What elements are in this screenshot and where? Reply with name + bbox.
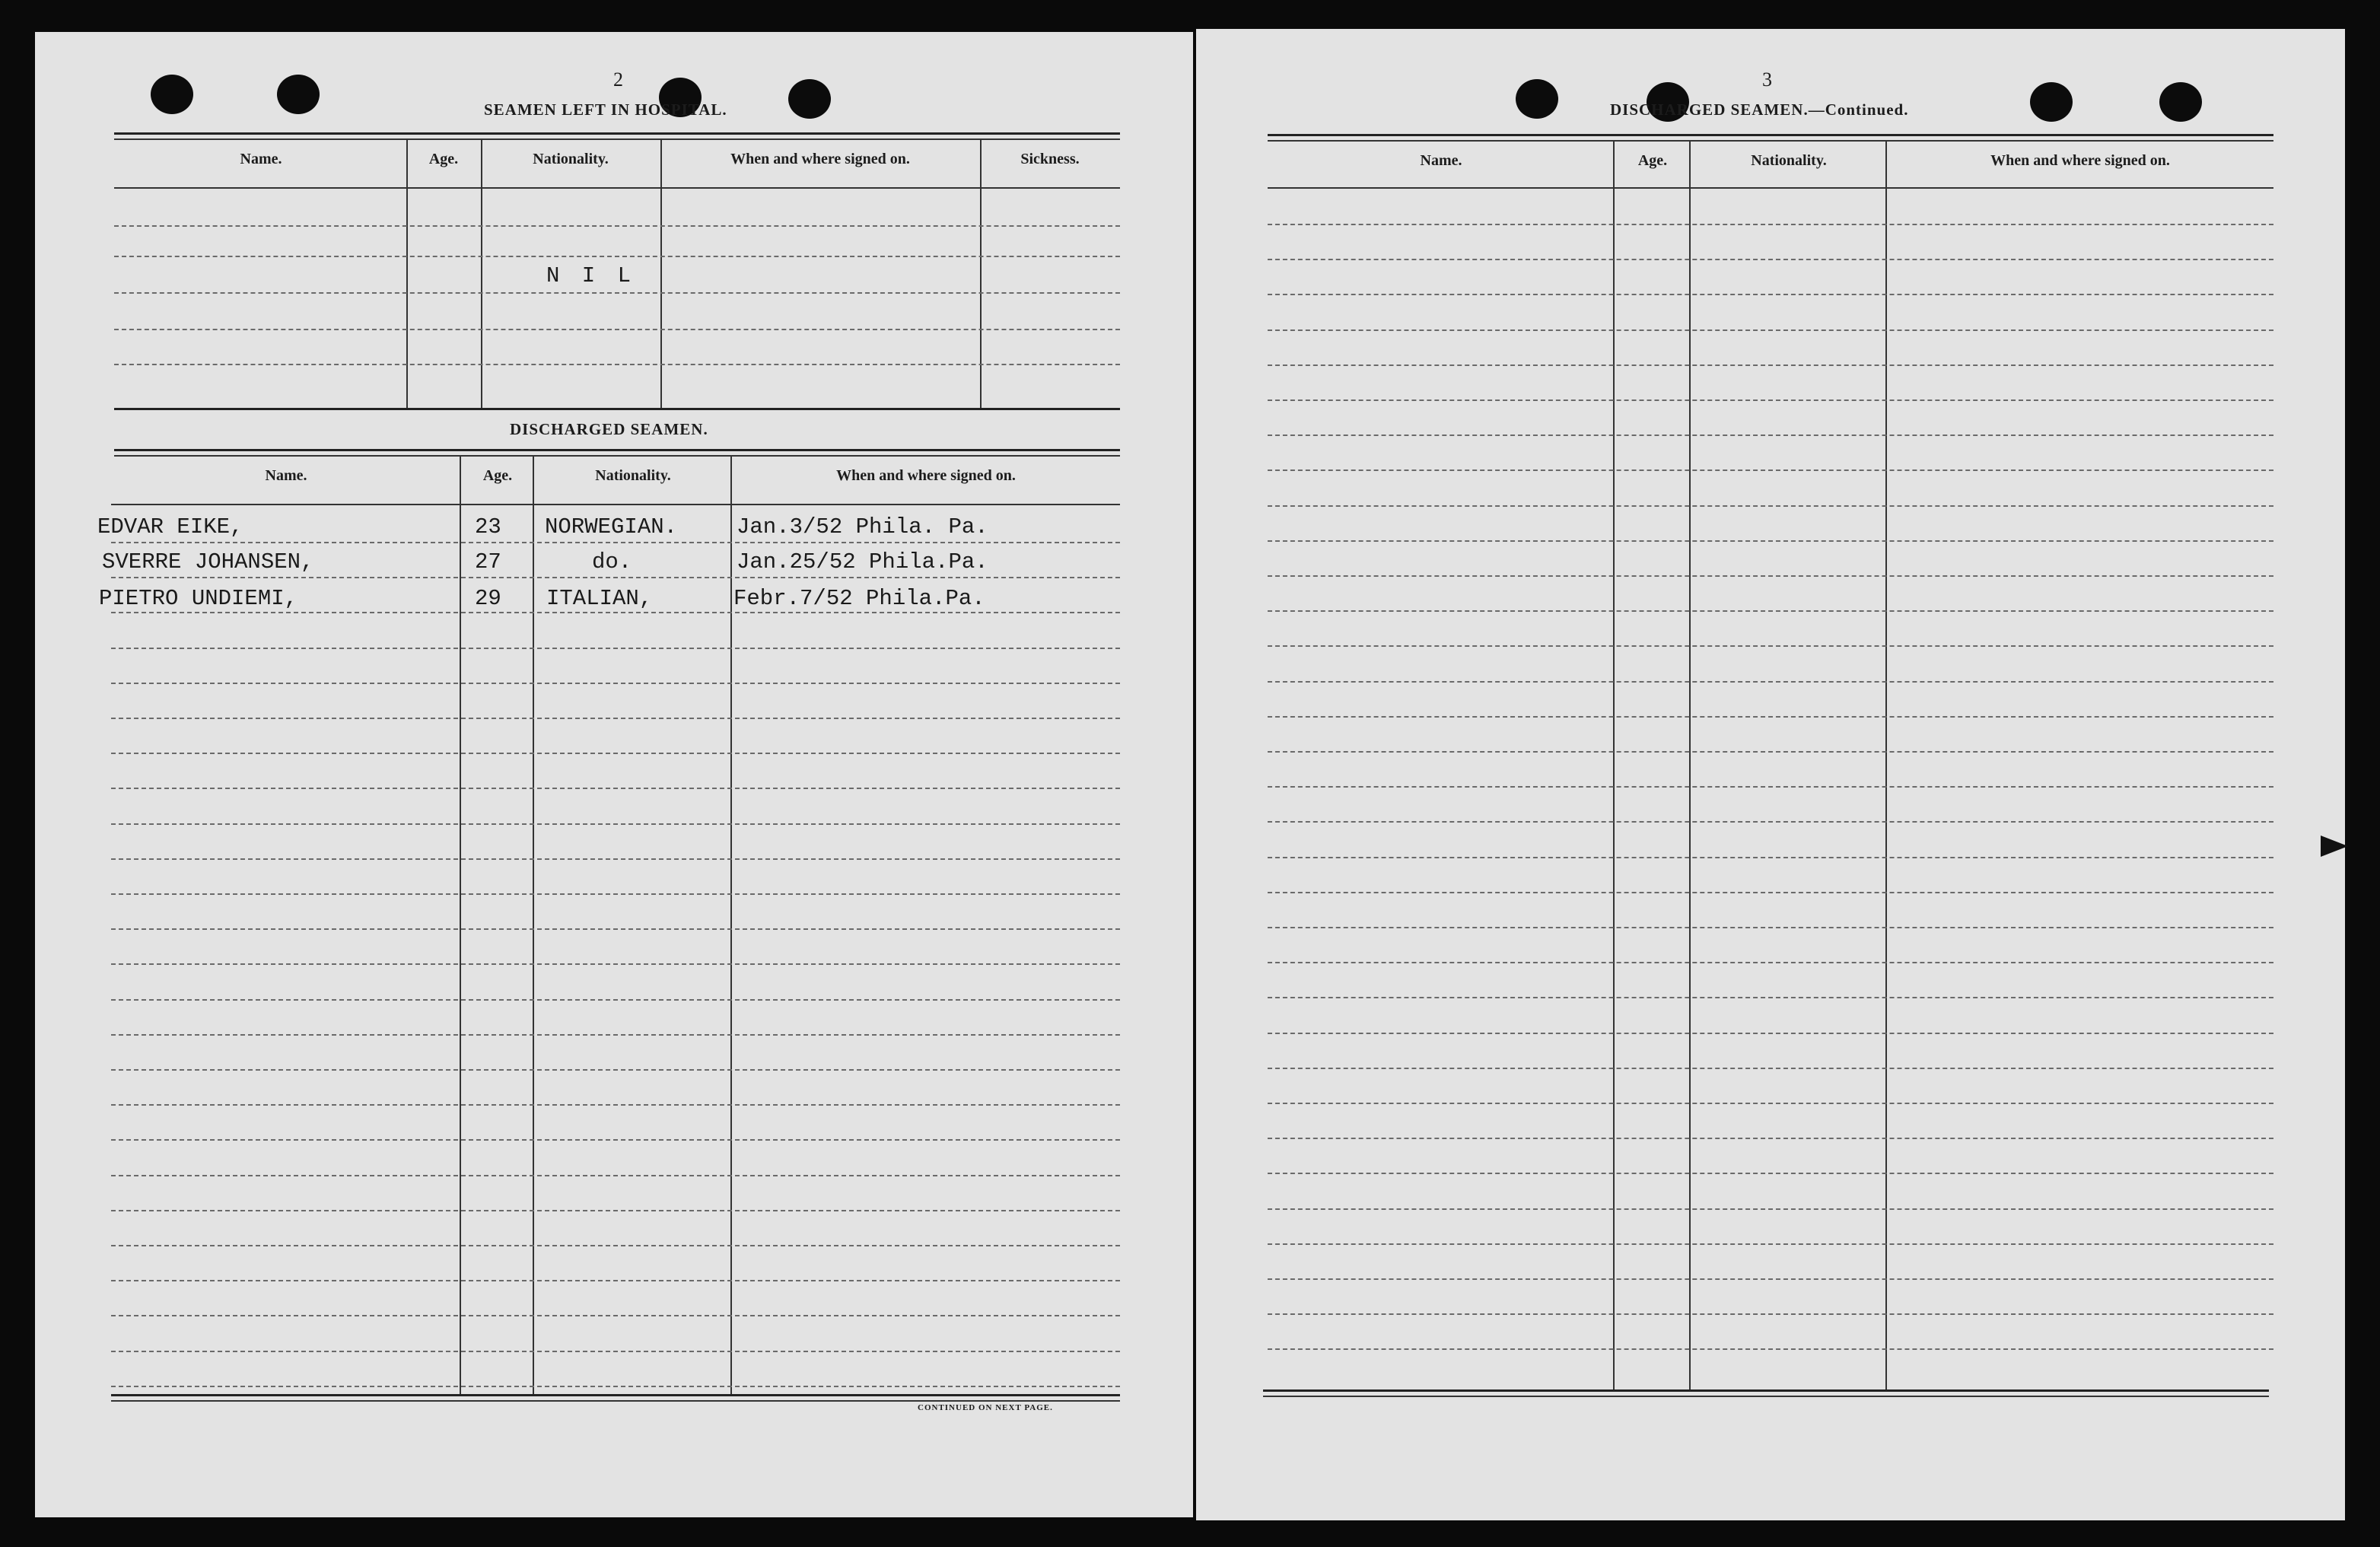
- seaman-name: PIETRO UNDIEMI,: [99, 586, 298, 611]
- page-number: 3: [1762, 68, 1772, 91]
- ruled-line: [111, 999, 1120, 1001]
- seaman-age: 29: [475, 586, 501, 611]
- seaman-signed-on: Jan.3/52 Phila. Pa.: [737, 514, 988, 540]
- ruled-line: [111, 542, 1120, 543]
- punch-hole: [2159, 82, 2202, 122]
- ruled-line: [1268, 399, 2273, 401]
- hospital-col-sickness: Sickness.: [1020, 151, 1080, 167]
- ruled-line: [1268, 1033, 2273, 1034]
- ruled-line: [1268, 645, 2273, 647]
- discharged-section-title: DISCHARGED SEAMEN.: [510, 420, 708, 438]
- ruled-line: [1268, 1103, 2273, 1104]
- seaman-nationality: ITALIAN,: [546, 586, 653, 611]
- right-col-name: Name.: [1420, 152, 1462, 169]
- ruled-line: [1268, 364, 2273, 366]
- ruled-line: [1268, 610, 2273, 612]
- punch-hole: [151, 75, 193, 114]
- ruled-line: [111, 893, 1120, 895]
- right-col-age: Age.: [1637, 152, 1668, 169]
- discharged-col-signed-on: When and where signed on.: [836, 467, 1016, 484]
- ruled-line: [111, 928, 1120, 930]
- ruled-line: [111, 1210, 1120, 1211]
- ruled-line: [111, 648, 1120, 649]
- right-col-signed-on: When and where signed on.: [1990, 152, 2170, 169]
- ruled-line: [111, 753, 1120, 754]
- seaman-nationality: NORWEGIAN.: [545, 514, 678, 540]
- ruled-line: [111, 718, 1120, 719]
- ruled-line: [1268, 821, 2273, 823]
- punch-hole: [1516, 79, 1558, 119]
- ruled-line: [1268, 434, 2273, 436]
- ruled-line: [1268, 716, 2273, 718]
- discharged-col-age: Age.: [482, 467, 513, 484]
- ruled-line: [111, 683, 1120, 684]
- ruled-line: [1268, 1313, 2273, 1315]
- ruled-line: [1268, 1068, 2273, 1069]
- ruled-line: [1268, 1208, 2273, 1210]
- ruled-line: [111, 1245, 1120, 1246]
- right-page: [1196, 29, 2345, 1520]
- right-section-title: DISCHARGED SEAMEN.—Continued.: [1610, 100, 1909, 119]
- ruled-line: [1268, 575, 2273, 577]
- ruled-line: [1268, 540, 2273, 542]
- ruled-line: [111, 612, 1120, 613]
- ruled-line: [111, 1280, 1120, 1281]
- ruled-line: [1268, 892, 2273, 893]
- ruled-line: [111, 1034, 1120, 1036]
- hospital-section-title: SEAMEN LEFT IN HOSPITAL.: [484, 100, 727, 119]
- ruled-line: [1268, 1173, 2273, 1174]
- ruled-line: [111, 823, 1120, 825]
- ruled-line: [1268, 1243, 2273, 1245]
- seaman-name: EDVAR EIKE,: [97, 514, 243, 540]
- ruled-line: [111, 1386, 1120, 1387]
- ruled-line: [1268, 857, 2273, 858]
- ruled-line: [1268, 224, 2273, 225]
- ruled-line: [111, 1104, 1120, 1106]
- seaman-nationality: do.: [592, 549, 632, 575]
- continued-note: CONTINUED ON NEXT PAGE.: [918, 1403, 1053, 1412]
- hospital-col-nationality: Nationality.: [533, 151, 609, 167]
- ruled-line: [1268, 470, 2273, 471]
- discharged-col-nationality: Nationality.: [595, 467, 671, 484]
- ruled-line: [1268, 751, 2273, 753]
- ruled-line: [111, 1139, 1120, 1141]
- hospital-col-age: Age.: [428, 151, 459, 167]
- seaman-age: 27: [475, 549, 501, 575]
- seaman-signed-on: Jan.25/52 Phila.Pa.: [737, 549, 988, 575]
- ruled-line: [111, 788, 1120, 789]
- ruled-line: [1268, 962, 2273, 963]
- ruled-line: [1268, 259, 2273, 260]
- ruled-line: [111, 1175, 1120, 1176]
- ruled-line: [1268, 927, 2273, 928]
- right-col-nationality: Nationality.: [1751, 152, 1827, 169]
- seaman-name: SVERRE JOHANSEN,: [102, 549, 314, 575]
- seaman-signed-on: Febr.7/52 Phila.Pa.: [733, 586, 985, 611]
- hospital-table-top-rule: [114, 132, 1120, 135]
- ruled-line: [1268, 329, 2273, 331]
- ruled-line: [1268, 681, 2273, 683]
- ruled-line: [111, 577, 1120, 578]
- ruled-line: [1268, 294, 2273, 295]
- hospital-col-name: Name.: [240, 151, 282, 167]
- ruled-line: [1268, 997, 2273, 998]
- ruled-line: [1268, 786, 2273, 788]
- punch-hole: [2030, 82, 2073, 122]
- punch-hole: [788, 79, 831, 119]
- hospital-col-signed-on: When and where signed on.: [730, 151, 910, 167]
- ruled-line: [1268, 1348, 2273, 1350]
- page-number: 2: [613, 68, 623, 91]
- ruled-line: [1268, 505, 2273, 507]
- ruled-line: [1268, 1278, 2273, 1280]
- paper-tab: [2321, 836, 2348, 857]
- hospital-nil-entry: N I L: [546, 263, 636, 288]
- discharged-col-name: Name.: [265, 467, 307, 484]
- ruled-line: [1268, 1138, 2273, 1139]
- punch-hole: [277, 75, 320, 114]
- ruled-line: [111, 963, 1120, 965]
- seaman-age: 23: [475, 514, 501, 540]
- ruled-line: [111, 858, 1120, 860]
- ruled-line: [111, 1315, 1120, 1316]
- ruled-line: [111, 1069, 1120, 1071]
- left-page: [35, 32, 1193, 1517]
- ruled-line: [111, 1351, 1120, 1352]
